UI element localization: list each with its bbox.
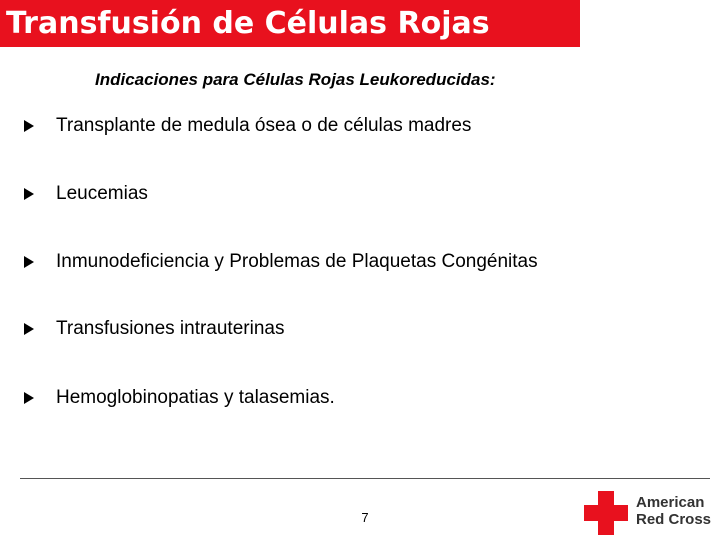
slide-subtitle: Indicaciones para Células Rojas Leukoreducidas:	[95, 70, 496, 89]
american-red-cross-logo	[580, 487, 720, 537]
slide-title: Transfusión de Células Rojas	[6, 6, 490, 41]
triangle-bullet-icon	[24, 323, 34, 335]
bullet-text: Leucemias	[56, 183, 148, 204]
footer-divider	[20, 478, 710, 479]
bullet-text: Inmunodeficiencia y Problemas de Plaquetas Congénitas	[56, 251, 538, 272]
triangle-bullet-icon	[24, 188, 34, 200]
bullet-text: Transfusiones intrauterinas	[56, 318, 285, 339]
triangle-bullet-icon	[24, 392, 34, 404]
red-cross-icon	[584, 491, 628, 535]
page-number: 7	[361, 510, 369, 525]
bullet-text: Transplante de medula ósea o de células madres	[56, 115, 472, 136]
bullet-text: Hemoglobinopatias y talasemias.	[56, 387, 335, 408]
title-bar	[0, 0, 580, 47]
triangle-bullet-icon	[24, 120, 34, 132]
logo-line-red-cross: Red Cross	[636, 511, 712, 528]
logo-line-american: American	[636, 494, 705, 511]
logo-wordmark	[636, 494, 711, 528]
triangle-bullet-icon	[24, 256, 34, 268]
